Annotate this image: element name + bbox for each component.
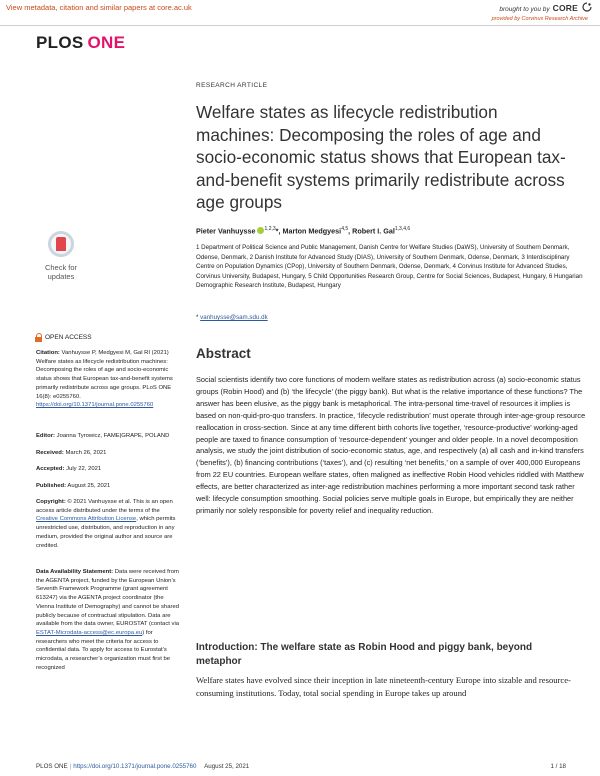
copyright-block: Copyright: © 2021 Vanhuysse et al. This is an open access article distributed under the terms of the Creative Commons Attribution License, which permits unrestricted use, distribution, and reproduction in any medium, provided the original author and source are credited. bbox=[36, 499, 176, 549]
article-title: Welfare states as lifecycle redistribution machines: Decomposing the roles of age and socio-economic status shows that European tax-and-benefit systems primarily redistribute across age groups bbox=[196, 102, 566, 213]
open-access-label: OPEN ACCESS bbox=[36, 333, 92, 341]
check-updates-icon bbox=[48, 231, 74, 257]
provided-by-link[interactable]: provided by Corvinus Research Archive bbox=[491, 16, 588, 22]
published-date: Published: August 25, 2021 bbox=[36, 483, 111, 489]
page-number: 1 / 18 bbox=[550, 763, 566, 770]
introduction-text: Welfare states have evolved since their inception in late nineteenth-century Europe into sizable and resource-consuming institutions. Today, total social spending in Europe takes up around bbox=[196, 675, 571, 698]
footer-date: August 25, 2021 bbox=[204, 763, 250, 770]
footer-doi-link[interactable]: https://doi.org/10.1371/journal.pone.0255760 bbox=[73, 763, 197, 770]
introduction-heading: Introduction: The welfare state as Robin Hood and piggy bank, beyond metaphor bbox=[196, 642, 533, 667]
page-footer: PLOS ONE | https://doi.org/10.1371/journal.pone.0255760 August 25, 2021 1 / 18 bbox=[36, 763, 566, 770]
affiliations: 1 Department of Political Science and Public Management, Danish Centre for Welfare Studies (DaWS), University of Southern Denmark, Odense, Denmark, 2 Danish Institute for Advanced Study (DIAS), University of Southern Denmark, Odense, Denmark, 3 Interdisciplinary Centre on Population Dynamics (CPop), University of Southern Denmark, Odense, Denmark, 4 Corvinus Institute for Advanced Studies, Corvinus University, Budapest, Hungary, 5 Child Opportunities Research Group, Centre for Social Sciences, Budapest, Hungary, 6 Hungarian Demographic Research Institute, Budapest, Hungary bbox=[196, 244, 583, 289]
author-name[interactable]: Robert I. Gal bbox=[352, 226, 395, 236]
core-banner bbox=[0, 0, 600, 26]
author-name[interactable]: Marton Medgyesi bbox=[282, 226, 342, 236]
footer-journal: PLOS ONE bbox=[36, 763, 68, 770]
article-type: RESEARCH ARTICLE bbox=[196, 82, 268, 89]
core-logo[interactable]: CORE bbox=[552, 3, 578, 13]
author-name[interactable]: Pieter Vanhuysse bbox=[196, 226, 256, 236]
orcid-icon[interactable] bbox=[257, 227, 264, 234]
accepted-date: Accepted: July 22, 2021 bbox=[36, 466, 102, 472]
core-icon bbox=[582, 2, 592, 12]
corresponding-email: * vanhuysse@sam.sdu.dk bbox=[196, 314, 268, 321]
abstract-text: Social scientists identify two core functions of modern welfare states as redistribution across (a) socio-economic status groups (Robin Hood) and (b) ‘the lifecycle’ (the piggy bank). But what is the relative importance of these functions? The answer has been elusive, as the piggy bank is metaphorical. The intra-personal time-travel of resources it implies is based on non-quid-pro-quo transfers. In practice, ‘lifecycle redistribution’ must operate through inter-age-group resource reallocation in cross-section. Since at any time different birth cohorts live together, ‘resource-productive’ working-aged people are taxed to finance consumption of ‘resource-dependent’ younger and older people. In a novel decomposition analysis, we study the joint distribution of socio-economic status, age, and respectively (a) all cash and in-kind transfers (‘benefits’), (b) financing contributions (‘taxes’), and (c) resulting ‘net benefits,’ on a sample of over 400,000 Europeans from 22 EU countries. European welfare states, often maligned as ineffective Robin Hood vehicles riddled with Matthew effects, are better characterized as inter-age redistribution machines performing a more important second task rather well: lifecycle consumption smoothing. Social policies serve multiple goals in Europe, but empirically they are neither primarily nor solely responsible for poverty relief and inequality reduction. bbox=[196, 375, 586, 515]
open-lock-icon bbox=[36, 333, 42, 340]
citation-block: Citation: Vanhuysse P, Medgyesi M, Gal RI (2021) Welfare states as lifecycle redistribution machines: Decomposing the roles of age and socio-economic status shows that European tax-and-benefit systems primarily redistribute across age groups. PLoS ONE 16(8): e0255760. https://doi.org/10.1371/journal.pone.0255760 bbox=[36, 350, 173, 409]
data-availability-block: Data Availability Statement: Data were received from the AGENTA project, funded by the European Union’s Seventh Framework Programme (grant agreement 613247) via the AGENTA project coordinator (the Vienna Institute of Demography) and cannot be shared publicly because of contractual stipulation. Data are available from the data owner, EUROSTAT (contact via ESTAT-Microdata-access@ec.europa.eu) for researchers who meet the criteria for access to confidential data. To apply for access to Eurostat’s microdata, a researcher’s organization must first be recognized bbox=[36, 569, 180, 671]
check-for-updates-badge[interactable]: Check for updates bbox=[36, 231, 86, 283]
view-metadata-link[interactable]: View metadata, citation and similar papers at core.ac.uk bbox=[6, 3, 192, 12]
received-date: Received: March 26, 2021 bbox=[36, 450, 107, 456]
abstract-heading: Abstract bbox=[196, 346, 251, 361]
eurostat-email-link[interactable]: ESTAT-Microdata-access@ec.europa.eu bbox=[36, 629, 143, 636]
journal-logo[interactable]: PLOS ONE bbox=[36, 33, 126, 52]
author-list: Pieter Vanhuysse $^{1,2,3}$*, Marton Medgyesi$^{4,5}$, Robert I. Gal$^{1,3,4,6}$ bbox=[196, 226, 411, 236]
email-link[interactable]: vanhuysse@sam.sdu.dk bbox=[200, 314, 268, 321]
citation-doi-link[interactable]: https://doi.org/10.1371/journal.pone.0255760 bbox=[36, 402, 154, 409]
license-link[interactable]: Creative Commons Attribution License bbox=[36, 516, 137, 523]
editor-block: Editor: Joanna Tyrowicz, FAME|GRAPE, POLAND bbox=[36, 433, 170, 439]
brought-by-label: brought to you by CORE bbox=[499, 3, 578, 13]
